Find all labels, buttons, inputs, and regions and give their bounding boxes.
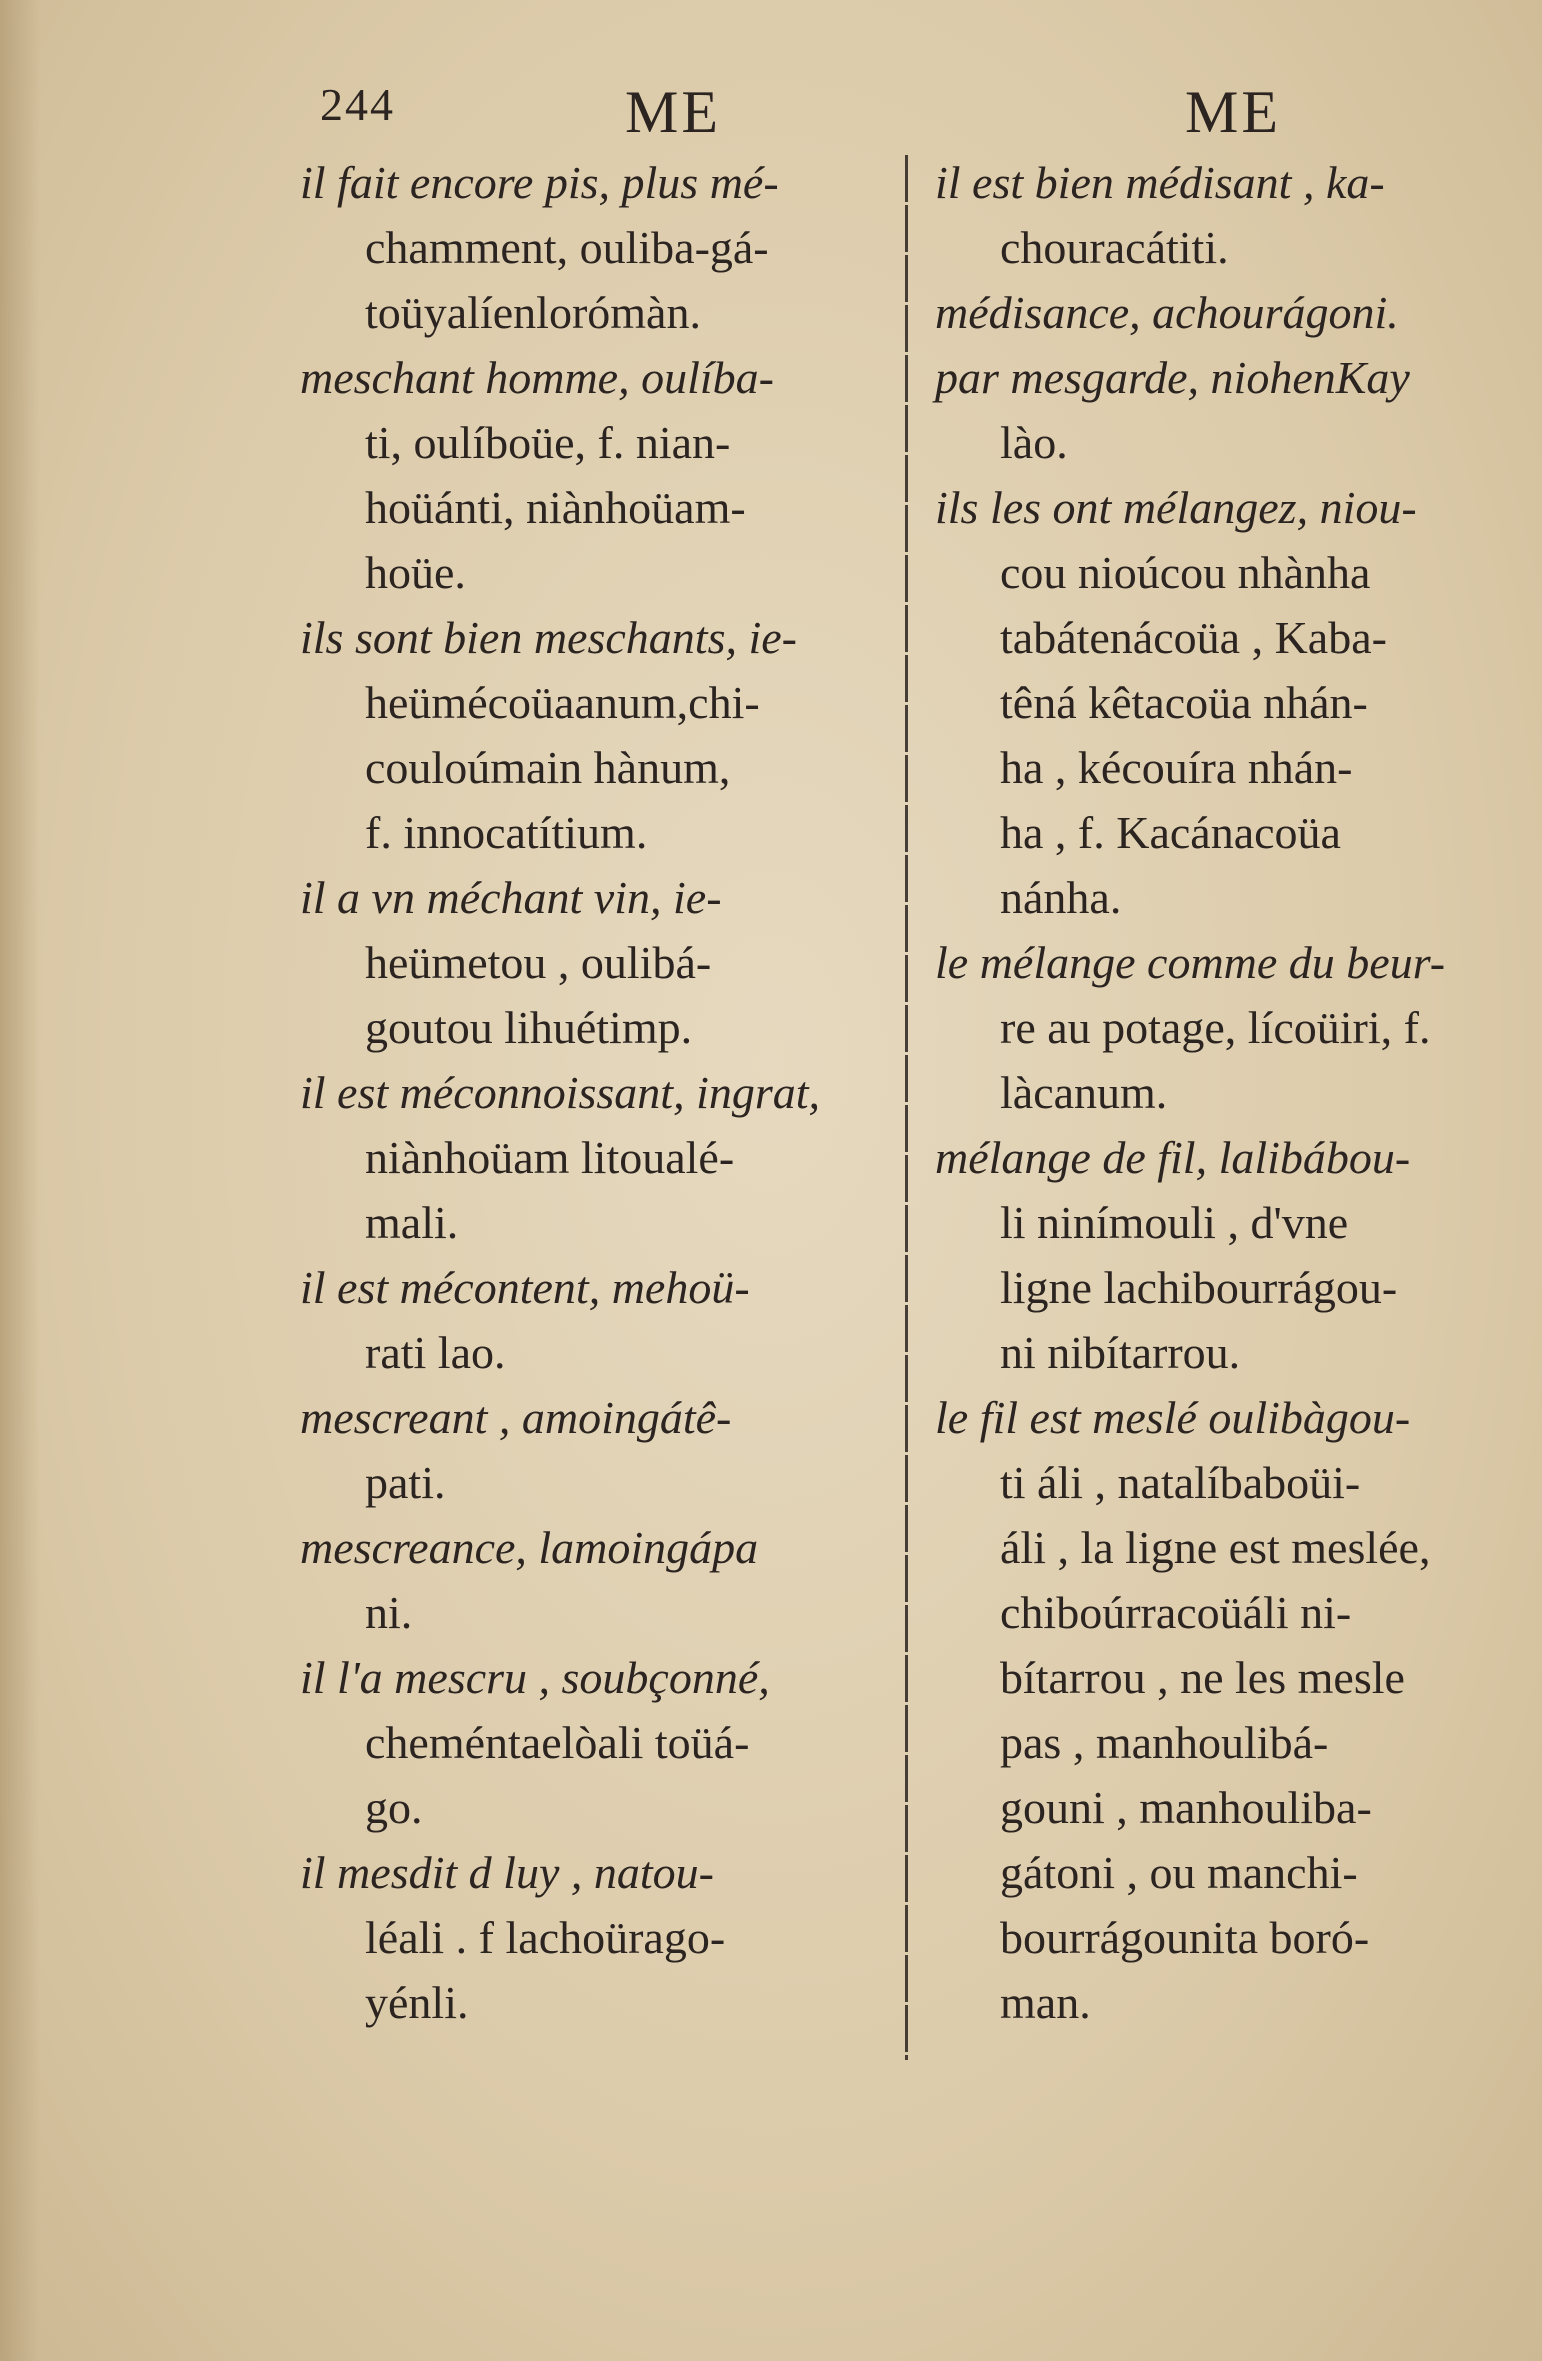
entry-continuation-line: heümetou , oulibá- — [365, 937, 712, 988]
entry-continuation-line: nánha. — [1000, 872, 1122, 923]
entry-continuation-line: ti áli , natalíbaboüi- — [1000, 1457, 1361, 1508]
dictionary-entry — [935, 1125, 1495, 1385]
entry-continuation-line: goutou lihuétimp. — [365, 1002, 693, 1053]
entry-headword-line: le mélange comme du beur- — [935, 937, 1446, 988]
entry-headword-line: mescreant , amoingátê- — [300, 1392, 732, 1443]
dictionary-entry — [935, 1385, 1495, 2035]
entry-continuation-line: léali . f lachoürago- — [365, 1912, 726, 1963]
dictionary-entry — [935, 150, 1495, 280]
entry-continuation-line: yénli. — [365, 1977, 469, 2028]
entry-continuation-line: li ninímouli , d'vne — [1000, 1197, 1349, 1248]
entry-headword-line: ils les ont mélangez, niou- — [935, 482, 1417, 533]
entry-headword-line: il a vn méchant vin, ie- — [300, 872, 722, 923]
entry-headword-line: il est méconnoissant, ingrat, — [300, 1067, 821, 1118]
entry-headword-line: mescreance, lamoingápa — [300, 1522, 759, 1573]
entry-continuation-line: hoüánti, niànhoüam- — [365, 482, 746, 533]
entry-headword-line: mélange de fil, lalibábou- — [935, 1132, 1411, 1183]
dictionary-entry — [300, 1645, 900, 1840]
right-column — [935, 150, 1495, 2035]
entry-continuation-line: ni. — [365, 1587, 413, 1638]
dictionary-entry — [300, 1515, 900, 1645]
dictionary-entry — [300, 150, 900, 345]
entry-headword-line: il est bien médisant , ka- — [935, 157, 1385, 208]
dictionary-entry — [300, 1060, 900, 1255]
dictionary-entry — [935, 280, 1495, 345]
entry-continuation-line: heümécoüaanum,chi- — [365, 677, 760, 728]
dictionary-entry — [300, 865, 900, 1060]
entry-headword-line: par mesgarde, niohenKay — [935, 352, 1410, 403]
dictionary-entry — [300, 1255, 900, 1385]
entry-continuation-line: áli , la ligne est meslée, — [1000, 1522, 1431, 1573]
entry-continuation-line: man. — [1000, 1977, 1091, 2028]
dictionary-entry — [935, 345, 1495, 475]
dictionary-entry — [300, 605, 900, 865]
dictionary-entry — [300, 345, 900, 605]
entry-headword-line: il mesdit d luy , natou- — [300, 1847, 714, 1898]
dictionary-entry — [300, 1840, 900, 2035]
entry-continuation-line: tabátenácoüa , Kaba- — [1000, 612, 1387, 663]
entry-continuation-line: chamment, ouliba-gá- — [365, 222, 769, 273]
entry-continuation-line: gátoni , ou manchi- — [1000, 1847, 1358, 1898]
entry-continuation-line: ha , f. Kacánacoüa — [1000, 807, 1341, 858]
entry-continuation-line: bourrágounita boró- — [1000, 1912, 1370, 1963]
entry-continuation-line: cheméntaelòali toüá- — [365, 1717, 750, 1768]
entry-continuation-line: làcanum. — [1000, 1067, 1168, 1118]
running-head-left: ME — [625, 79, 721, 145]
left-column — [300, 150, 900, 2035]
entry-continuation-line: chiboúrracoüáli ni- — [1000, 1587, 1352, 1638]
entry-headword-line: il l'a mescru , soubçonné, — [300, 1652, 770, 1703]
entry-continuation-line: cou nioúcou nhànha — [1000, 547, 1371, 598]
entry-continuation-line: gouni , manhouliba- — [1000, 1782, 1372, 1833]
entry-headword-line: médisance, achourágoni. — [935, 287, 1399, 338]
entry-continuation-line: rati lao. — [365, 1327, 506, 1378]
dictionary-entry — [935, 930, 1495, 1125]
entry-continuation-line: mali. — [365, 1197, 459, 1248]
entry-continuation-line: couloúmain hànum, — [365, 742, 731, 793]
entry-headword-line: il fait encore pis, plus mé- — [300, 157, 779, 208]
dictionary-entry — [935, 475, 1495, 930]
entry-continuation-line: pati. — [365, 1457, 446, 1508]
entry-continuation-line: pas , manhoulibá- — [1000, 1717, 1329, 1768]
entry-continuation-line: têná kêtacoüa nhán- — [1000, 677, 1368, 728]
entry-continuation-line: f. innocatítium. — [365, 807, 648, 858]
page-number: 244 — [320, 79, 395, 130]
entry-continuation-line: ha , kécouíra nhán- — [1000, 742, 1353, 793]
entry-continuation-line: go. — [365, 1782, 423, 1833]
entry-continuation-line: re au potage, lícoüiri, f. — [1000, 1002, 1431, 1053]
page-edge-shadow — [0, 0, 40, 2361]
dictionary-entry — [300, 1385, 900, 1515]
entry-continuation-line: ligne lachibourrágou- — [1000, 1262, 1398, 1313]
entry-headword-line: il est mécontent, mehoü- — [300, 1262, 750, 1313]
entry-headword-line: le fil est meslé oulibàgou- — [935, 1392, 1411, 1443]
entry-continuation-line: bítarrou , ne les mesle — [1000, 1652, 1405, 1703]
entry-continuation-line: ti, oulíboüe, f. nian- — [365, 417, 731, 468]
page-header — [0, 78, 1542, 148]
entry-headword-line: ils sont bien meschants, ie- — [300, 612, 797, 663]
entry-continuation-line: toüyalíenlorómàn. — [365, 287, 701, 338]
entry-continuation-line: ni nibítarrou. — [1000, 1327, 1241, 1378]
entry-headword-line: meschant homme, oulíba- — [300, 352, 774, 403]
entry-continuation-line: hoüe. — [365, 547, 466, 598]
entry-continuation-line: lào. — [1000, 417, 1068, 468]
running-head-right: ME — [1185, 79, 1281, 145]
entry-continuation-line: chouracátiti. — [1000, 222, 1229, 273]
column-rule — [905, 155, 908, 2060]
entry-continuation-line: niànhoüam litoualé- — [365, 1132, 735, 1183]
